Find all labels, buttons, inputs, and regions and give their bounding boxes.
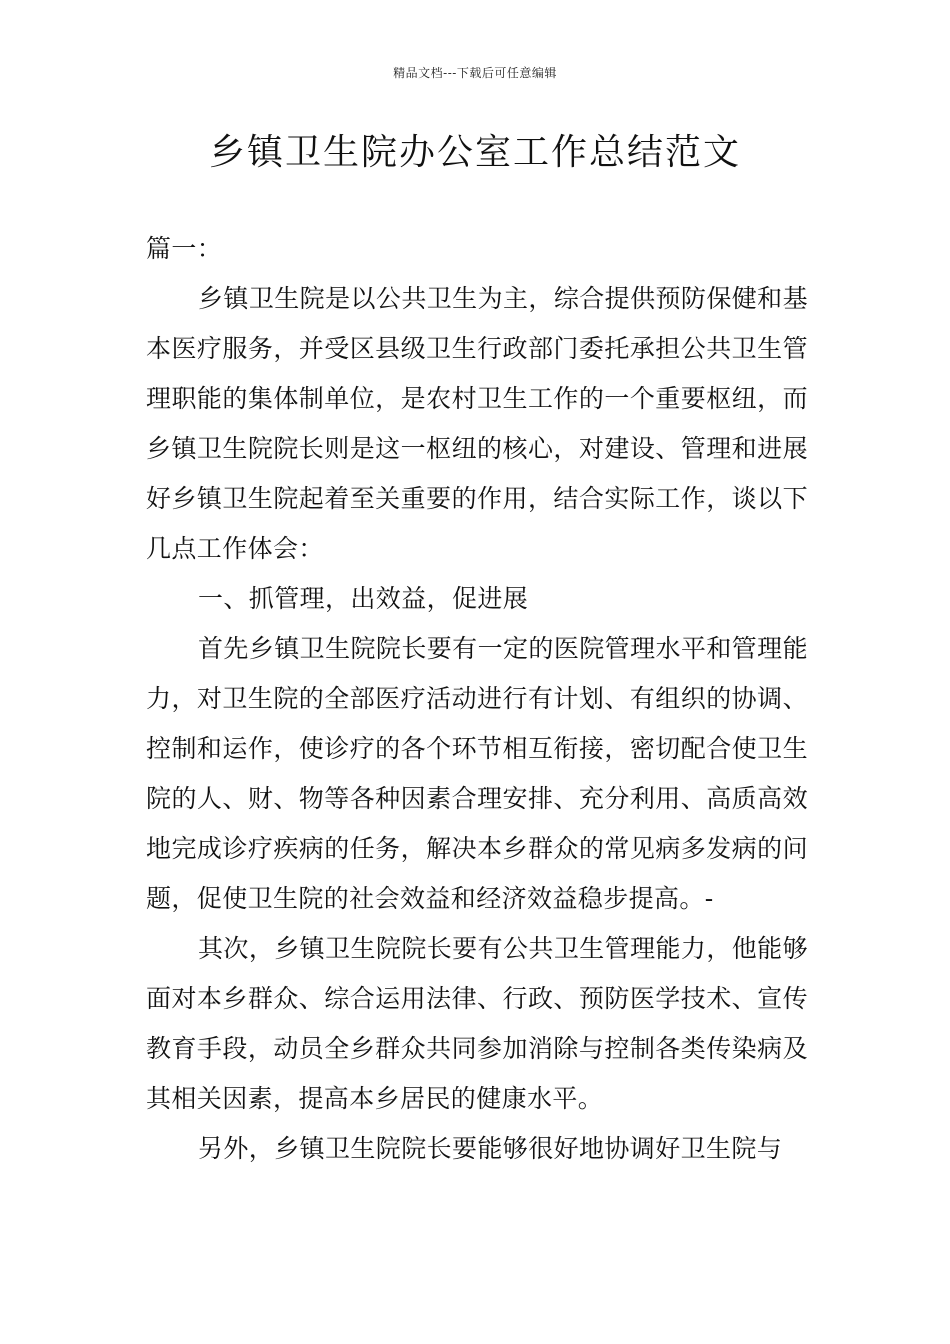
document-body [146,224,808,1174]
paragraph: 另外，乡镇卫生院院长要能够很好地协调好卫生院与 [198,1134,783,1163]
section-label: 篇一： [146,234,223,263]
paragraph: 乡镇卫生院是以公共卫生为主，综合提供预防保健和基本医疗服务，并受区县级卫生行政部门委托承担公共卫生管理职能的集体制单位，是农村卫生工作的一个重要枢纽，而乡镇卫生院院长则是这一枢纽的核心，对建设、管理和进展好乡镇卫生院起着至关重要的作用，结合实际工作，谈以下几点工作体会： [146,284,808,563]
document-title: 乡镇卫生院办公室工作总结范文 [208,132,741,173]
header-note: 精品文档---下载后可任意编辑 [393,66,557,80]
paragraph: 其次，乡镇卫生院院长要有公共卫生管理能力，他能够面对本乡群众、综合运用法律、行政、预防医学技术、宣传教育手段，动员全乡群众共同参加消除与控制各类传染病及其相关因素，提高本乡居民的健康水平。 [146,934,808,1113]
section-heading: 一、抓管理，出效益，促进展 [198,584,529,613]
paragraph: 首先乡镇卫生院院长要有一定的医院管理水平和管理能力，对卫生院的全部医疗活动进行有计划、有组织的协调、控制和运作，使诊疗的各个环节相互衔接，密切配合使卫生院的人、财、物等各种因素合理安排、充分利用、高质高效地完成诊疗疾病的任务，解决本乡群众的常见病多发病的问题，促使卫生院的社会效益和经济效益稳步提高。- [146,634,808,913]
